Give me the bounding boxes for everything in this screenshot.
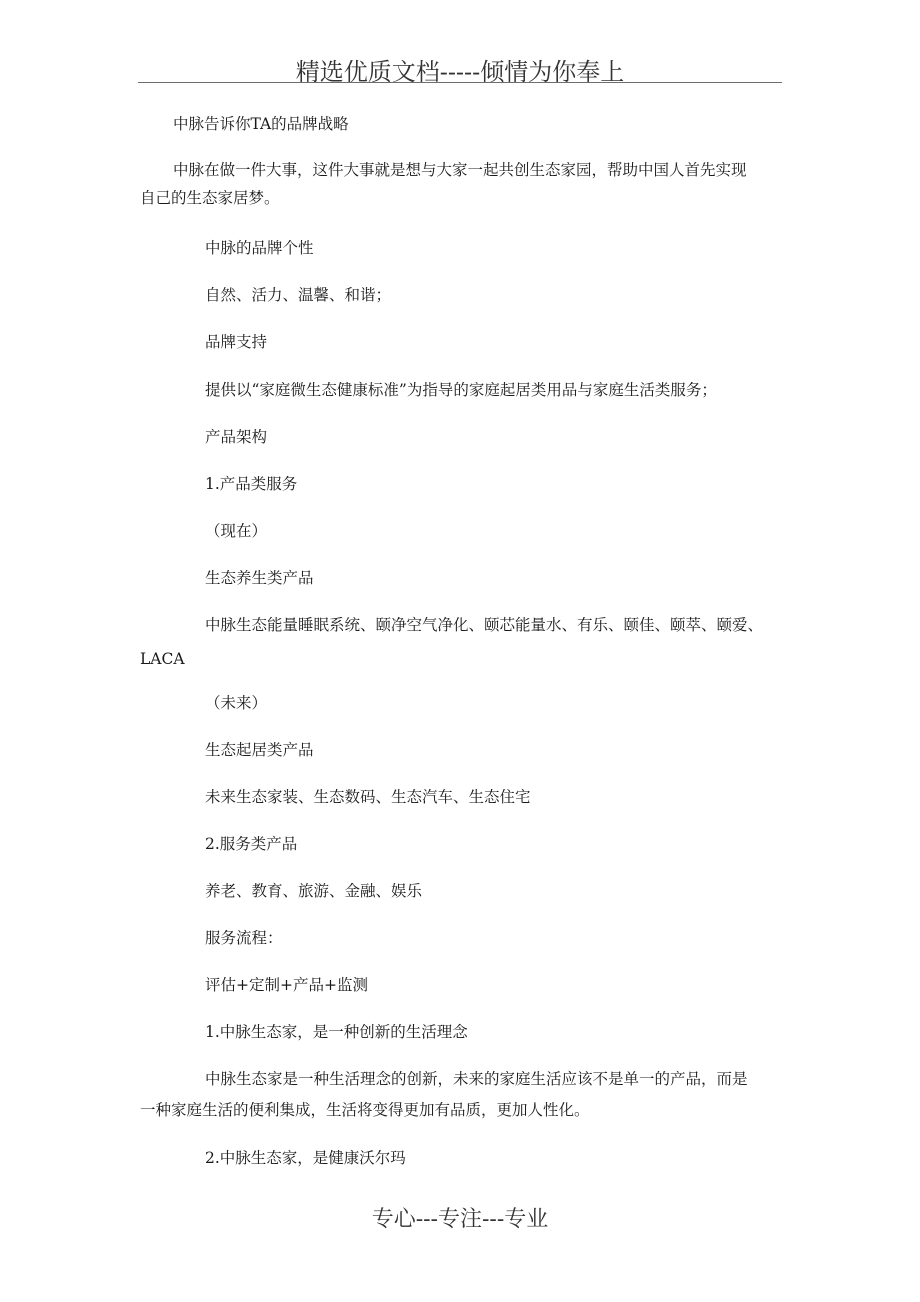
paragraph-line: （现在）	[205, 522, 268, 540]
section-heading: 中脉的品牌个性	[205, 239, 314, 257]
section-heading: 服务流程：	[205, 929, 283, 947]
paragraph-line: 提供以“家庭微生态健康标准”为指导的家庭起居类用品与家庭生活类服务；	[205, 381, 717, 399]
paragraph-line: （未来）	[205, 694, 268, 712]
section-heading: 产品架构	[205, 428, 268, 446]
article-title: 中脉告诉你TA的品牌战略	[173, 115, 349, 133]
paragraph-line: 生态起居类产品	[205, 741, 314, 759]
paragraph-line: 中脉生态家是一种生活理念的创新，未来的家庭生活应该不是单一的产品，而是	[205, 1070, 748, 1088]
paragraph-line: 养老、教育、旅游、金融、娱乐	[205, 882, 423, 900]
paragraph-line: 中脉在做一件大事，这件大事就是想与大家一起共创生态家园，帮助中国人首先实现	[173, 161, 747, 179]
paragraph-line: 一种家庭生活的便利集成，生活将变得更加有品质，更加人性化。	[140, 1101, 590, 1119]
list-item: 1.产品类服务	[205, 475, 298, 493]
paragraph-line: 自己的生态家居梦。	[140, 189, 280, 207]
paragraph-line: 中脉生态能量睡眠系统、颐净空气净化、颐芯能量水、有乐、颐佳、颐萃、颐爱、	[205, 616, 764, 634]
section-heading: 品牌支持	[205, 333, 268, 351]
paragraph-line: 生态养生类产品	[205, 569, 314, 587]
header-divider	[138, 82, 782, 83]
list-item: 1.中脉生态家，是一种创新的生活理念	[205, 1023, 468, 1041]
paragraph-line: 评估+定制+产品+监测	[205, 976, 368, 994]
list-item: 2.中脉生态家，是健康沃尔玛	[205, 1149, 406, 1167]
page-footer: 专心---专注---专业	[371, 1207, 549, 1232]
header-title: 精选优质文档-----倾情为你奉上	[295, 58, 625, 86]
paragraph-line: 未来生态家装、生态数码、生态汽车、生态住宅	[205, 788, 531, 806]
paragraph-line: LACA	[140, 650, 185, 668]
paragraph-line: 自然、活力、温馨、和谐；	[205, 286, 392, 304]
list-item: 2.服务类产品	[205, 835, 298, 853]
